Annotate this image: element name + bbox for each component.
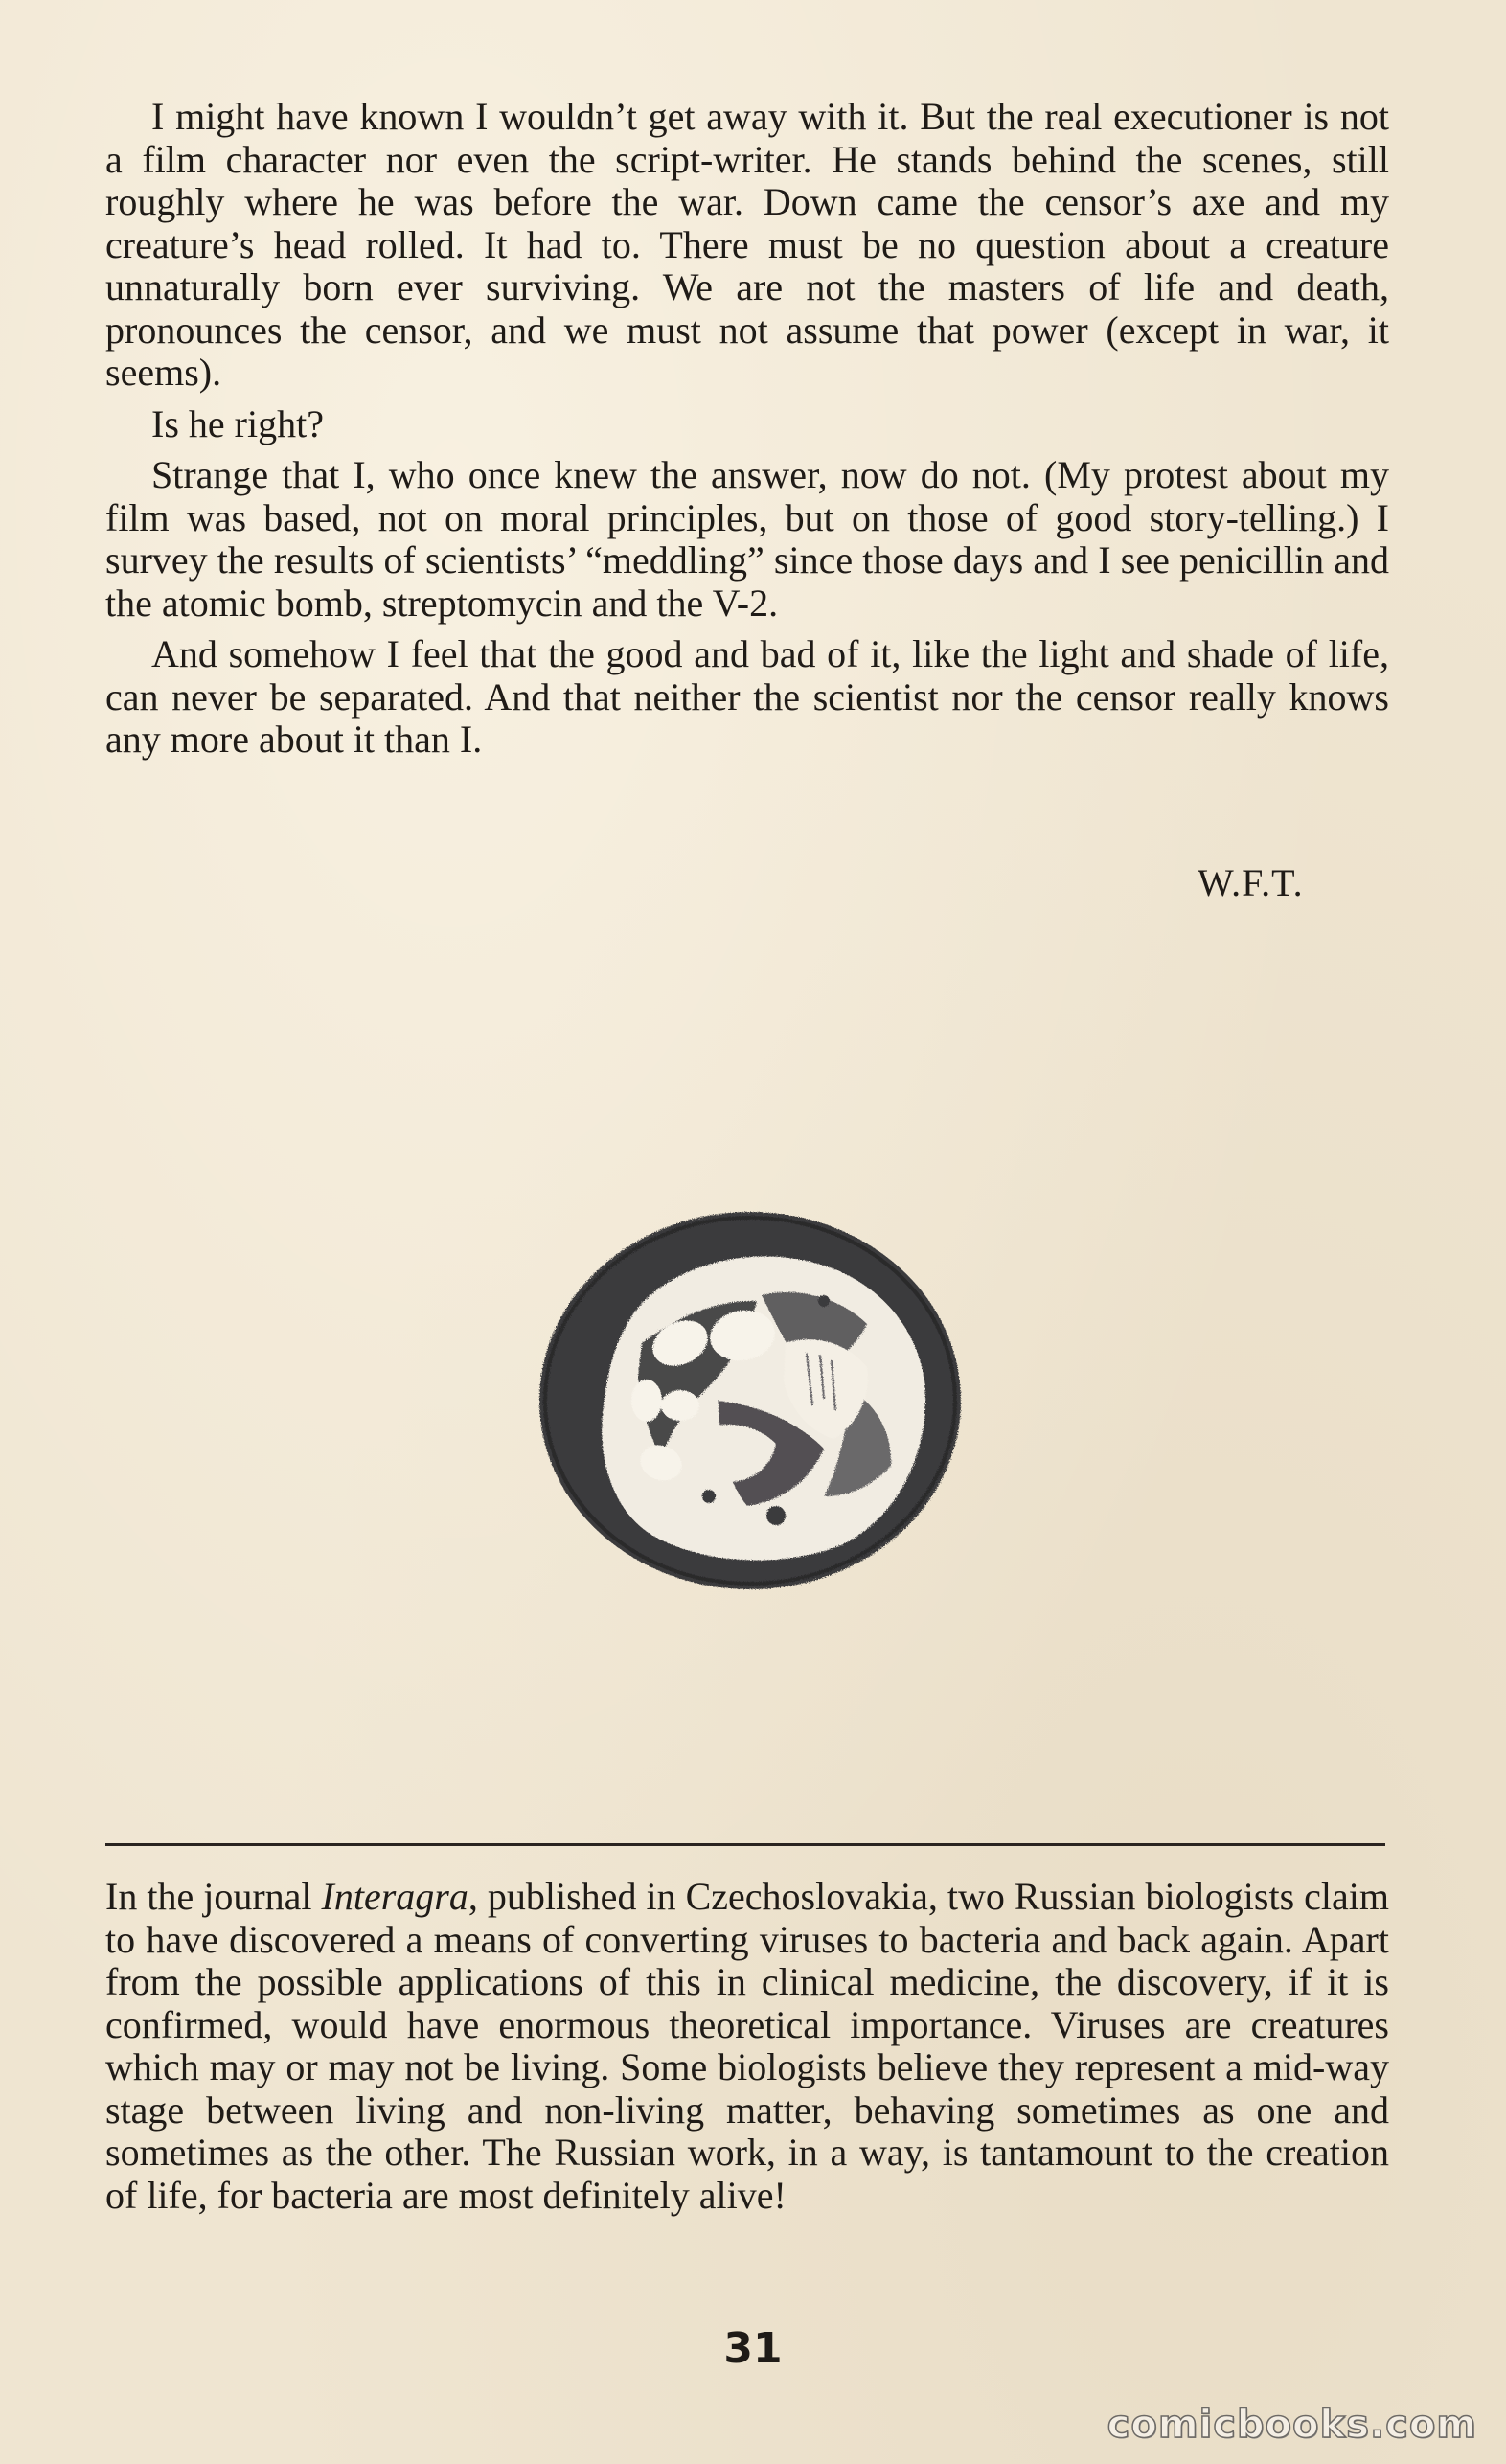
footnote-divider [105, 1843, 1385, 1846]
footnote-paragraph [105, 1876, 1389, 2217]
watermark: comicbooks.com [1107, 2403, 1477, 2447]
footnote-text-start: In the journal [105, 1875, 322, 1918]
paragraph-executioner: I might have known I wouldn’t get away with it. But the real executioner is not a film character nor even the script-writer. He stands behind the scenes, still roughly where he was before the war. Down came the censor’s axe and my creature’s head rolled. It had to. There must be no question about a creature unnaturally born ever surviving. We are not the masters of life and death, pronounces the censor, and we must not assume that power (except in war, it seems). [105, 95, 1389, 394]
page-number: 31 [723, 2324, 783, 2373]
article-body [105, 96, 1389, 770]
paragraph-somehow: And somehow I feel that the good and bad of it, like the light and shade of life, can never be separated. And that neither the scientist nor the censor really knows any more about it than I. [105, 632, 1389, 761]
footnote [105, 1876, 1389, 2217]
cell-illustration [536, 1209, 964, 1592]
journal-name: Interagra [321, 1875, 468, 1918]
paragraph-question: Is he right? [151, 401, 324, 445]
paragraph-strange: Strange that I, who once knew the answer, now do not. (My protest about my film was based, not on moral principles, but on those of good story-telling.) I survey the results of scientists’ “meddling” since those days and I see penicillin and the atomic bomb, streptomycin and the V-2. [105, 453, 1389, 625]
footnote-text-rest: , published in Czechoslovakia, two Russian biologists claim to have discovered a means of converting viruses to bacteria and back again. Apart from the possible applications of this in clinical medicine, the discovery, if it is confirmed, would have enormous theoretical importance. Viruses are creatures which may or may not be living. Some biologists believe they represent a mid-way stage between living and non-living matter, behaving sometimes as one and sometimes as the other. The Russian work, in a way, is tantamount to the creation of life, for bacteria are most definitely alive! [105, 1875, 1389, 2217]
author-initials: W.F.T. [1198, 861, 1304, 904]
